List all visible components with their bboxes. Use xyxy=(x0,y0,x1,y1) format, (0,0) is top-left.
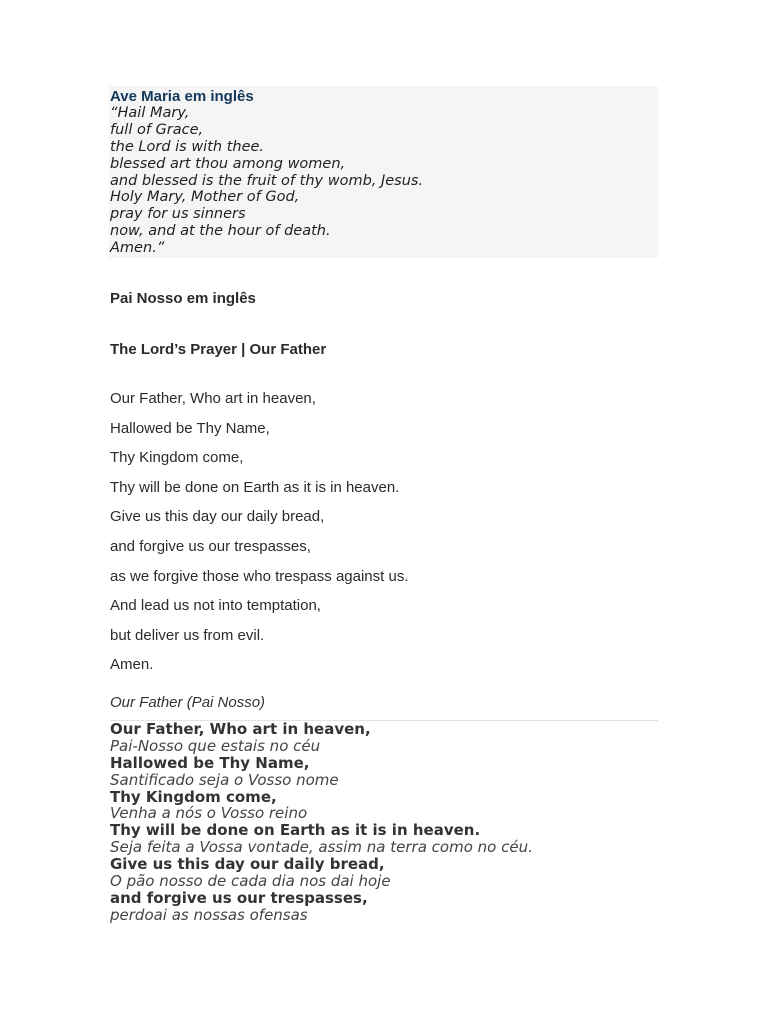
english-line: and forgive us our trespasses, xyxy=(110,888,368,907)
lords-prayer-subheading: The Lord’s Prayer | Our Father xyxy=(110,341,327,358)
english-line: Thy will be done on Earth as it is in heaven. xyxy=(110,821,481,840)
ave-maria-line: pray for us sinners xyxy=(110,206,246,223)
ave-maria-line: full of Grace, xyxy=(110,121,204,138)
portuguese-line: O pão nosso de cada dia nos dai hoje xyxy=(110,872,391,891)
ave-maria-lines xyxy=(110,105,423,257)
prayer-line: Give us this day our daily bread, xyxy=(110,508,325,526)
prayer-line: Amen. xyxy=(110,656,154,674)
pai-nosso-heading: Pai Nosso em inglês xyxy=(110,290,256,307)
ave-maria-line: and blessed is the fruit of thy womb, Jesus. xyxy=(110,172,424,189)
translation-caption: Our Father (Pai Nosso) xyxy=(110,694,266,711)
english-line: Thy Kingdom come, xyxy=(110,787,277,806)
ave-maria-line: Amen.” xyxy=(110,240,165,257)
prayer-line: Thy will be done on Earth as it is in heaven. xyxy=(110,478,400,496)
portuguese-line: Pai-Nosso que estais no céu xyxy=(110,736,321,755)
bilingual-prayer xyxy=(110,721,533,924)
prayer-line: as we forgive those who trespass against us. xyxy=(110,567,409,585)
lords-prayer-text xyxy=(110,390,409,686)
ave-maria-line: Holy Mary, Mother of God, xyxy=(110,189,300,206)
portuguese-line: Venha a nós o Vosso reino xyxy=(110,804,308,823)
ave-maria-box xyxy=(109,86,658,258)
prayer-line: Hallowed be Thy Name, xyxy=(110,419,270,437)
portuguese-line: Seja feita a Vossa vontade, assim na terra como no céu. xyxy=(110,838,533,857)
ave-maria-line: the Lord is with thee. xyxy=(110,138,265,155)
ave-maria-line: now, and at the hour of death. xyxy=(110,223,331,240)
english-line: Give us this day our daily bread, xyxy=(110,855,385,874)
ave-maria-line: blessed art thou among women, xyxy=(110,155,346,172)
english-line: Hallowed be Thy Name, xyxy=(110,753,310,772)
prayer-line: And lead us not into temptation, xyxy=(110,597,321,615)
portuguese-line: Santificado seja o Vosso nome xyxy=(110,770,339,789)
ave-maria-line: “Hail Mary, xyxy=(110,105,190,121)
prayer-line: Thy Kingdom come, xyxy=(110,449,244,467)
english-line: Our Father, Who art in heaven, xyxy=(110,720,371,738)
portuguese-line: perdoai as nossas ofensas xyxy=(110,905,308,924)
prayer-line: and forgive us our trespasses, xyxy=(110,537,311,555)
prayer-line: but deliver us from evil. xyxy=(110,626,265,644)
ave-maria-title: Ave Maria em inglês xyxy=(110,88,254,105)
prayer-line: Our Father, Who art in heaven, xyxy=(110,390,316,407)
